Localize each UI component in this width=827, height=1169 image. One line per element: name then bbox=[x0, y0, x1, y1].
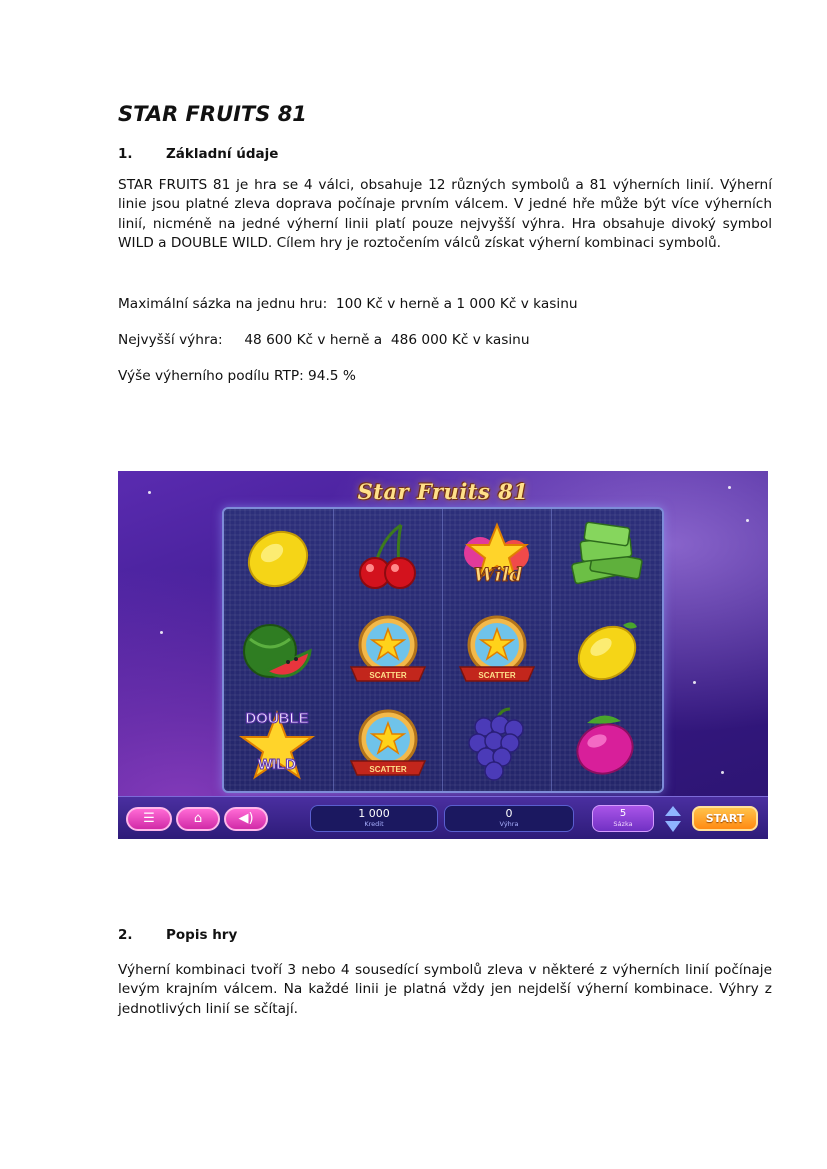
scatter-icon bbox=[333, 697, 442, 791]
wild-label: Wild bbox=[473, 564, 523, 586]
win-value: 0 bbox=[505, 807, 513, 820]
reel-1 bbox=[224, 509, 334, 791]
wild-icon bbox=[442, 509, 551, 603]
plum-icon bbox=[551, 697, 660, 791]
reel-area bbox=[222, 507, 664, 793]
rtp-line: Výše výherního podílu RTP: 94.5 % bbox=[118, 368, 356, 384]
scatter-label: SCATTER bbox=[369, 671, 407, 680]
sparkle bbox=[746, 519, 749, 522]
sparkle bbox=[693, 681, 696, 684]
sparkle bbox=[160, 631, 163, 634]
menu-button[interactable] bbox=[126, 807, 172, 831]
double-wild-icon bbox=[224, 697, 333, 791]
scatter-label: SCATTER bbox=[369, 765, 407, 774]
credit-label: Kredit bbox=[364, 820, 384, 828]
home-button[interactable] bbox=[176, 807, 220, 831]
max-win-line: Nejvyšší výhra: 48 600 Kč v herně a 486 000 Kč v kasinu bbox=[118, 332, 530, 348]
bet-value: 5 bbox=[619, 808, 627, 819]
scatter-icon bbox=[333, 603, 442, 697]
lemon-icon bbox=[224, 509, 333, 603]
section-title: Popis hry bbox=[166, 927, 238, 943]
reel-3 bbox=[442, 509, 552, 791]
description-paragraph: Výherní kombinaci tvoří 3 nebo 4 sousedící symbolů zleva v některé z výherních linií počínaje levým krajním válcem. Na každé linii je platná vždy jen nejdelší výherní kombinace. Výhry z jednotlivých linií se sčítají. bbox=[118, 962, 772, 1017]
section-title: Základní údaje bbox=[166, 146, 279, 162]
intro-paragraph: STAR FRUITS 81 je hra se 4 válci, obsahuje 12 různých symbolů a 81 výherních linií. Výherní linie jsou platné zleva doprava počínaje prvním válcem. V jedné hře může být více výherních linií, nicméně na jedné výherní linii platí pouze nejvyšší výhra. Hra obsahuje divoký symbol WILD a DOUBLE WILD. Cílem hry je roztočením válců získat výherní kombinaci symbolů. bbox=[118, 177, 772, 252]
scatter-label: SCATTER bbox=[478, 671, 516, 680]
money-icon bbox=[551, 509, 660, 603]
game-screenshot bbox=[118, 471, 768, 839]
bet-display[interactable] bbox=[592, 805, 654, 832]
start-button[interactable]: START bbox=[692, 806, 758, 831]
cherries-icon bbox=[333, 509, 442, 603]
section-number: 1. bbox=[118, 146, 133, 162]
sound-icon: ◀) bbox=[238, 811, 254, 826]
section-heading-game-description bbox=[118, 927, 237, 943]
grapes-icon bbox=[442, 697, 551, 791]
page-title: STAR FRUITS 81 bbox=[118, 102, 307, 126]
max-bet-line: Maximální sázka na jednu hru: 100 Kč v herně a 1 000 Kč v kasinu bbox=[118, 296, 578, 312]
bet-stepper[interactable] bbox=[664, 805, 682, 833]
reel-4 bbox=[551, 509, 660, 791]
bet-increase-icon[interactable] bbox=[665, 806, 681, 816]
sparkle bbox=[721, 771, 724, 774]
game-title: Star Fruits 81 bbox=[357, 479, 529, 504]
home-icon: ⌂ bbox=[193, 811, 203, 826]
reel-2 bbox=[333, 509, 443, 791]
scatter-icon bbox=[442, 603, 551, 697]
sound-button[interactable] bbox=[224, 807, 268, 831]
win-display bbox=[444, 805, 574, 832]
win-label: Výhra bbox=[499, 820, 519, 828]
menu-icon: ☰ bbox=[143, 811, 155, 826]
section-number: 2. bbox=[118, 927, 133, 943]
lemon-icon bbox=[551, 603, 660, 697]
control-bar bbox=[118, 796, 768, 839]
credit-display bbox=[310, 805, 438, 832]
credit-value: 1 000 bbox=[358, 807, 390, 820]
double-label: DOUBLE bbox=[245, 710, 309, 727]
bet-decrease-icon[interactable] bbox=[665, 821, 681, 832]
watermelon-icon bbox=[224, 603, 333, 697]
double-wild-label: WILD bbox=[257, 756, 297, 773]
bet-label: Sázka bbox=[613, 820, 633, 828]
section-heading-basic-info bbox=[118, 146, 278, 162]
